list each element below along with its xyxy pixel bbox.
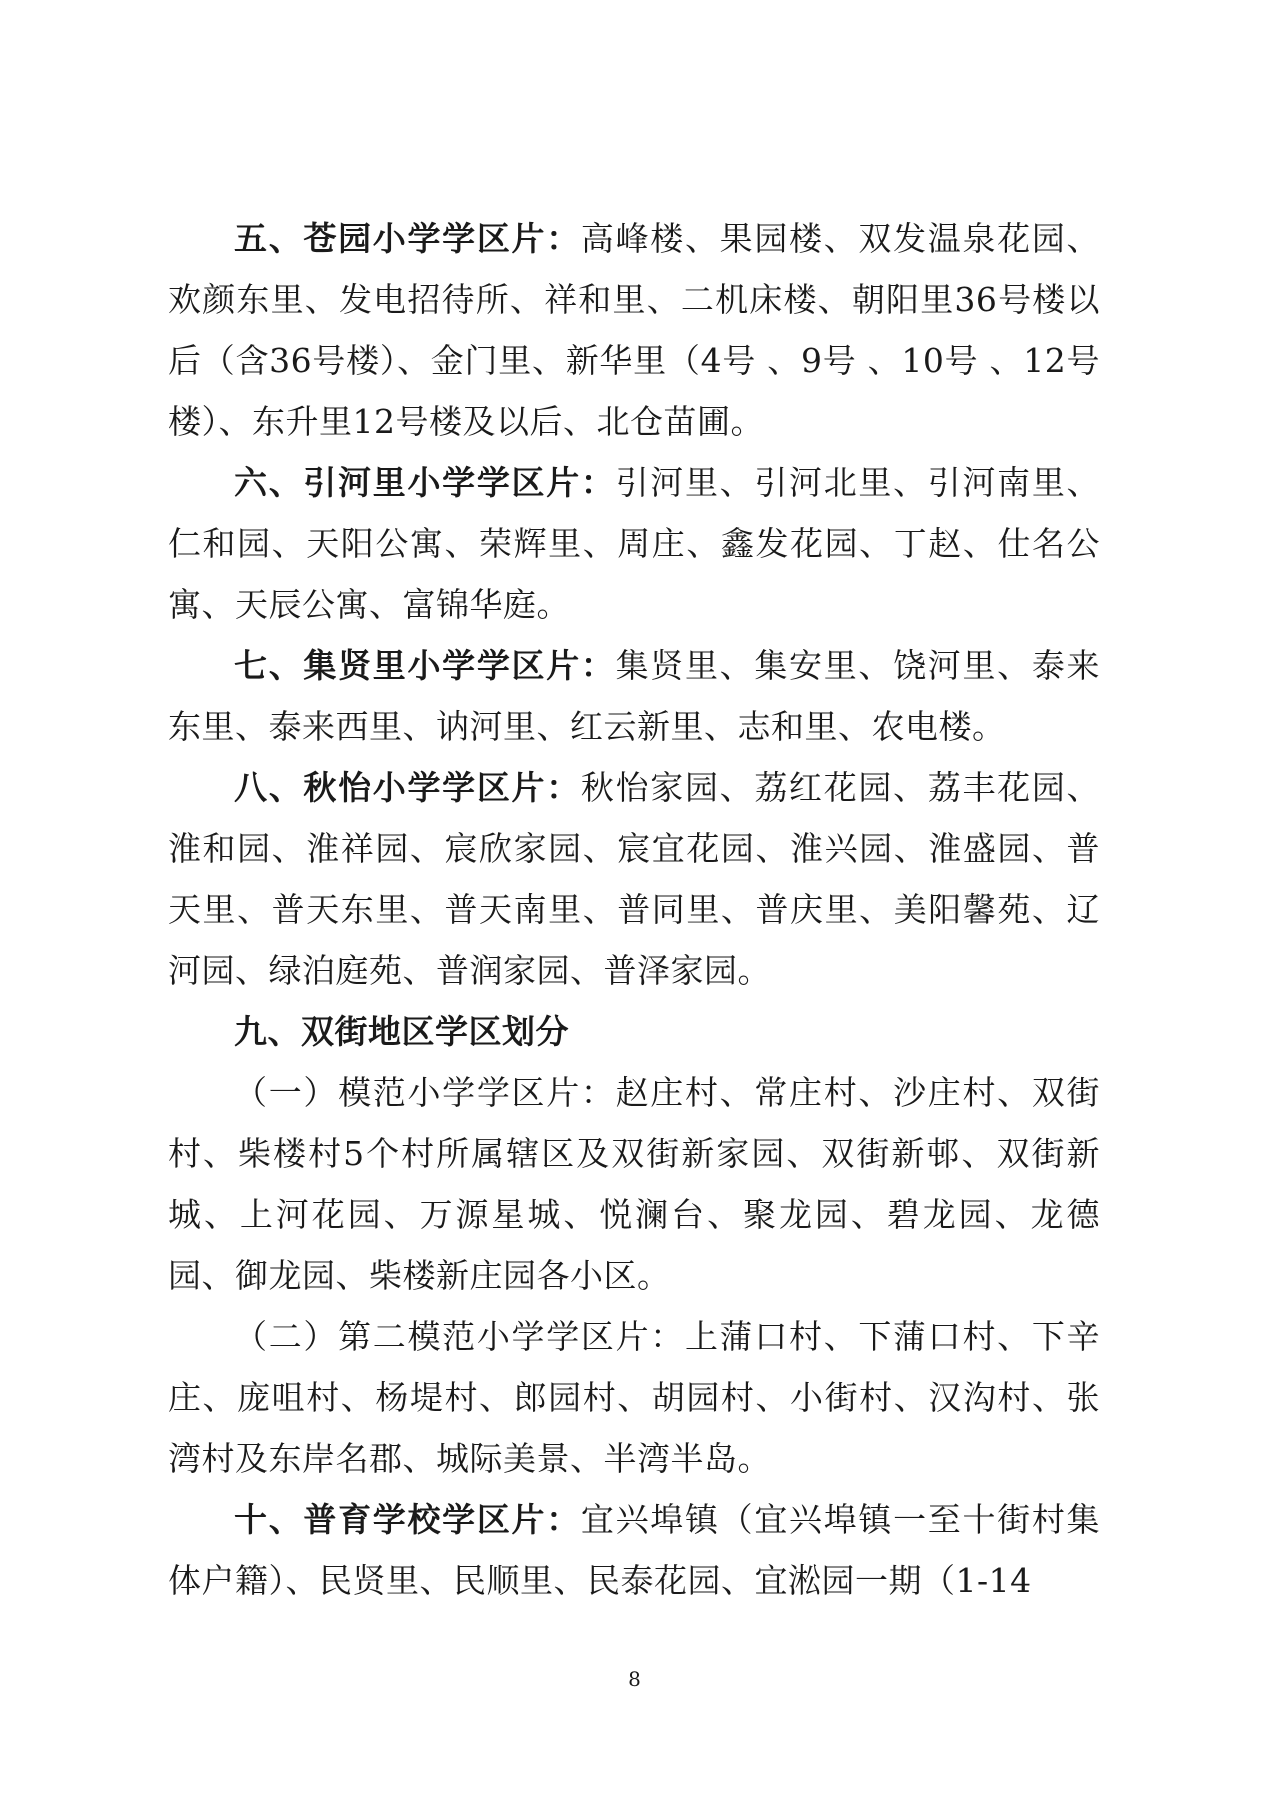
paragraph-text: 高峰楼、果园楼、双发温泉花园、欢颜东里、发电招待所、祥和里、二机床楼、朝阳里36号楼以后（含36号楼）、金门里、新华里（4号 、9号 、10号 、12号楼）、东升里12号楼及以后、北仓苗圃。 [168, 219, 1100, 441]
paragraph-heading: 七、集贤里小学学区片： [234, 646, 616, 685]
paragraph-cangyuan [168, 208, 1100, 452]
paragraph-heading: 九、双街地区学区划分 [234, 1012, 569, 1051]
paragraph-mofan [168, 1062, 1100, 1306]
paragraph-text: 秋怡家园、荔红花园、荔丰花园、淮和园、淮祥园、宸欣家园、宸宜花园、淮兴园、淮盛园、普天里、普天东里、普天南里、普同里、普庆里、美阳馨苑、辽河园、绿泊庭苑、普润家园、普泽家园。 [168, 768, 1100, 990]
paragraph-shuangjie-heading [168, 1001, 1100, 1062]
paragraph-puyu [168, 1489, 1100, 1611]
paragraph-text: （一）模范小学学区片：赵庄村、常庄村、沙庄村、双街村、柴楼村5个村所属辖区及双街新家园、双街新邨、双街新城、上河花园、万源星城、悦澜台、聚龙园、碧龙园、龙德园、御龙园、柴楼新庄园各小区。 [168, 1073, 1100, 1295]
paragraph-text: 宜兴埠镇（宜兴埠镇一至十街村集体户籍）、民贤里、民顺里、民泰花园、宜淞园一期（1-14 [168, 1500, 1100, 1600]
paragraph-text: 集贤里、集安里、饶河里、泰来东里、泰来西里、讷河里、红云新里、志和里、农电楼。 [168, 646, 1100, 746]
paragraph-yinheli [168, 452, 1100, 635]
paragraph-heading: 十、普育学校学区片： [234, 1500, 581, 1539]
paragraph-jixianli [168, 635, 1100, 757]
paragraph-text: 引河里、引河北里、引河南里、仁和园、天阳公寓、荣辉里、周庄、鑫发花园、丁赵、仕名公寓、天辰公寓、富锦华庭。 [168, 463, 1100, 624]
paragraph-heading: 八、秋怡小学学区片： [234, 768, 581, 807]
paragraph-heading: 五、苍园小学学区片： [234, 219, 581, 258]
paragraph-qiuyi [168, 757, 1100, 1001]
document-body [168, 208, 1100, 1611]
page-number: 8 [628, 1667, 641, 1691]
paragraph-heading: 六、引河里小学学区片： [234, 463, 616, 502]
paragraph-text: （二）第二模范小学学区片：上蒲口村、下蒲口村、下辛庄、庞咀村、杨堤村、郎园村、胡园村、小街村、汉沟村、张湾村及东岸名郡、城际美景、半湾半岛。 [168, 1317, 1100, 1478]
paragraph-dier-mofan [168, 1306, 1100, 1489]
